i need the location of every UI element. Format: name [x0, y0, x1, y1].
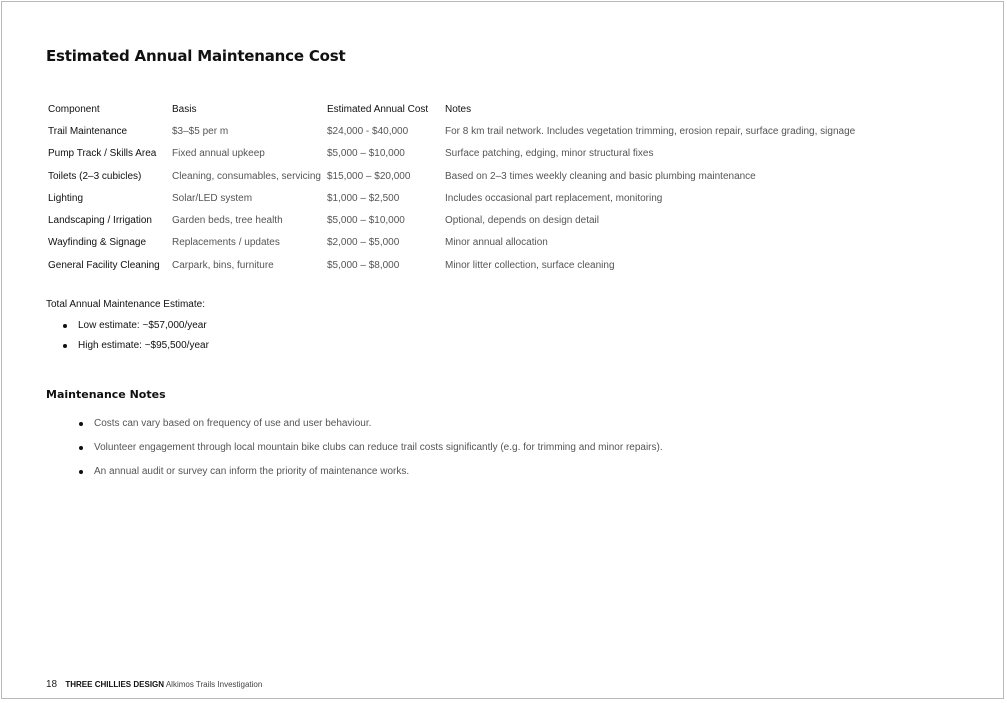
cost-cell: $5,000 – $8,000	[327, 259, 400, 271]
notes-cell: Based on 2–3 times weekly cleaning and basic plumbing maintenance	[445, 170, 756, 182]
basis-cell: Fixed annual upkeep	[172, 148, 265, 160]
low-estimate-item: Low estimate: ~$57,000/year	[61, 316, 209, 336]
footer-document-name: Alkimos Trails Investigation	[165, 680, 263, 689]
list-item: Costs can vary based on frequency of use and user behaviour.	[77, 412, 663, 436]
cost-cell: $1,000 – $2,500	[327, 192, 400, 204]
component-cell: Trail Maintenance	[48, 125, 128, 137]
total-estimate-list	[61, 316, 209, 356]
notes-cell: Includes occasional part replacement, monitoring	[445, 192, 663, 204]
component-cell: Wayfinding & Signage	[48, 237, 147, 249]
component-cell: Lighting	[48, 192, 84, 204]
total-estimate-heading: Total Annual Maintenance Estimate:	[46, 299, 205, 310]
notes-cell: Minor litter collection, surface cleaning	[445, 259, 615, 271]
table-row	[46, 187, 855, 209]
basis-cell: Cleaning, consumables, servicing	[172, 170, 321, 182]
cost-cell: $5,000 – $10,000	[327, 148, 405, 160]
table-row	[46, 120, 855, 142]
page-footer	[46, 679, 262, 690]
table-row	[46, 232, 855, 254]
notes-cell: Optional, depends on design detail	[445, 215, 600, 227]
cost-cell: $5,000 – $10,000	[327, 215, 405, 227]
cost-cell: $15,000 – $20,000	[327, 170, 411, 182]
table-row	[46, 143, 855, 165]
notes-cell: Surface patching, edging, minor structural fixes	[445, 148, 654, 160]
basis-cell: Garden beds, tree health	[172, 215, 283, 227]
document-page	[1, 1, 1004, 699]
column-header-basis: Basis	[172, 103, 197, 115]
table-row	[46, 254, 855, 276]
basis-cell: $3–$5 per m	[172, 125, 229, 137]
column-header-notes: Notes	[445, 103, 472, 115]
column-header-cost: Estimated Annual Cost	[327, 103, 429, 115]
maintenance-notes-list	[77, 412, 663, 484]
page-title: Estimated Annual Maintenance Cost	[46, 47, 346, 65]
basis-cell: Solar/LED system	[172, 192, 253, 204]
table-row	[46, 165, 855, 187]
notes-cell: Minor annual allocation	[445, 237, 548, 249]
maintenance-notes-heading: Maintenance Notes	[46, 388, 166, 401]
list-item: An annual audit or survey can inform the priority of maintenance works.	[77, 460, 663, 484]
footer-brand: THREE CHILLIES DESIGN	[65, 680, 165, 689]
column-header-component: Component	[48, 103, 100, 115]
component-cell: General Facility Cleaning	[48, 259, 160, 271]
high-estimate-item: High estimate: ~$95,500/year	[61, 336, 209, 356]
component-cell: Landscaping / Irrigation	[48, 215, 152, 227]
cost-cell: $2,000 – $5,000	[327, 237, 400, 249]
page-number: 18	[46, 679, 58, 690]
notes-cell: For 8 km trail network. Includes vegetation trimming, erosion repair, surface grading, signage	[445, 125, 856, 137]
component-cell: Pump Track / Skills Area	[48, 148, 157, 160]
basis-cell: Carpark, bins, furniture	[172, 259, 274, 271]
component-cell: Toilets (2–3 cubicles)	[48, 170, 142, 182]
table-header-row	[46, 98, 855, 120]
list-item: Volunteer engagement through local mountain bike clubs can reduce trail costs significantly (e.g. for trimming and minor repairs).	[77, 436, 663, 460]
cost-cell: $24,000 - $40,000	[327, 125, 409, 137]
maintenance-cost-table	[46, 98, 855, 276]
basis-cell: Replacements / updates	[172, 237, 280, 249]
table-row	[46, 209, 855, 231]
